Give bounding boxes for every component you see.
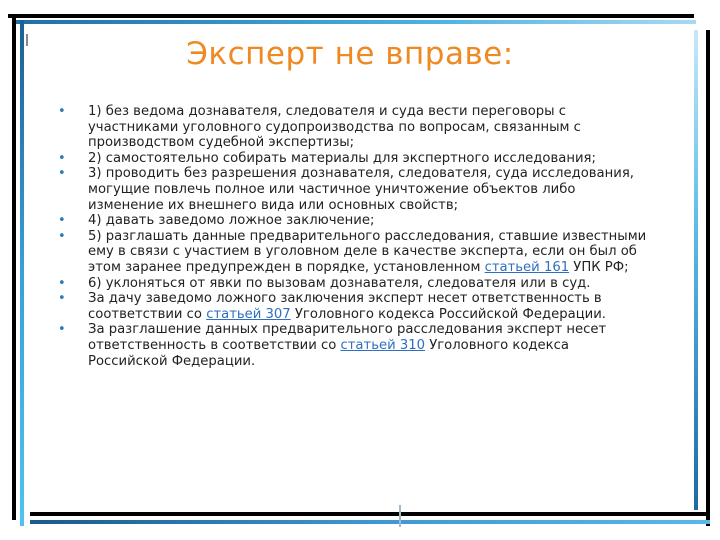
bullet-icon: • [58, 275, 66, 291]
item-text: Уголовного кодекса Российской Федерации. [290, 306, 606, 322]
link-article-161[interactable]: статьей 161 [484, 259, 570, 275]
list-item [58, 291, 648, 322]
bottom-border-gradient [30, 520, 710, 524]
bottom-tick-mark [399, 505, 401, 527]
top-border-gradient [16, 20, 696, 24]
top-border-black [8, 14, 694, 18]
item-text: За дачу заведомо ложного заключения эксперт несет ответственность в соответствии со [88, 291, 602, 322]
left-border-black [12, 14, 16, 520]
item-text: Уголовного кодекса Российской Федерации. [88, 337, 569, 369]
item-text: 2) самостоятельно собирать материалы для экспертного исследования; [88, 150, 596, 166]
item-text: 3) проводить без разрешения дознавателя, следователя, суда исследования, могущие повлечь полное или частичное уничтожение объектов либо изменение их внешнего вида или основных свойств; [88, 166, 634, 213]
item-text: За разглашение данных предварительного расследования эксперт несет ответственность в соответствии со [88, 322, 607, 353]
bullet-icon: • [58, 213, 66, 229]
list-item [58, 229, 648, 276]
item-text: 6) уклоняться от явки по вызовам дознавателя, следователя или в суд. [88, 275, 591, 291]
bullet-list [58, 104, 648, 369]
bullet-icon: • [58, 104, 66, 119]
left-border-gradient [20, 20, 24, 526]
right-border-black [706, 30, 710, 526]
list-item [58, 166, 648, 213]
item-text: 5) разглашать данные предварительного расследования, ставшие известными ему в связи с участием в уголовном деле в качестве эксперта, если он был об этом заранее предупрежден в порядке, установленном [88, 228, 647, 275]
bottom-border-black [30, 512, 706, 516]
item-text: 1) без ведома дознавателя, следователя и суда вести переговоры с участниками уголовного судопроизводства по вопросам, связанным с производством судебной экспертизы; [88, 104, 581, 151]
list-item [58, 104, 648, 151]
item-text: 4) давать заведомо ложное заключение; [88, 213, 375, 229]
link-article-307[interactable]: статьей 307 [206, 306, 291, 322]
list-item [58, 276, 648, 292]
link-article-310[interactable]: статьей 310 [340, 337, 426, 353]
list-item [58, 322, 648, 369]
bullet-icon: • [58, 322, 66, 338]
list-item [58, 213, 648, 229]
list-item [58, 151, 648, 167]
item-text: УПК РФ; [569, 259, 629, 275]
slide-title: Эксперт не вправе: [186, 36, 514, 72]
bullet-icon: • [58, 228, 66, 244]
right-border-gradient [694, 30, 698, 510]
bullet-icon: • [58, 166, 66, 182]
bullet-icon: • [58, 150, 66, 166]
bullet-icon: • [58, 291, 66, 307]
